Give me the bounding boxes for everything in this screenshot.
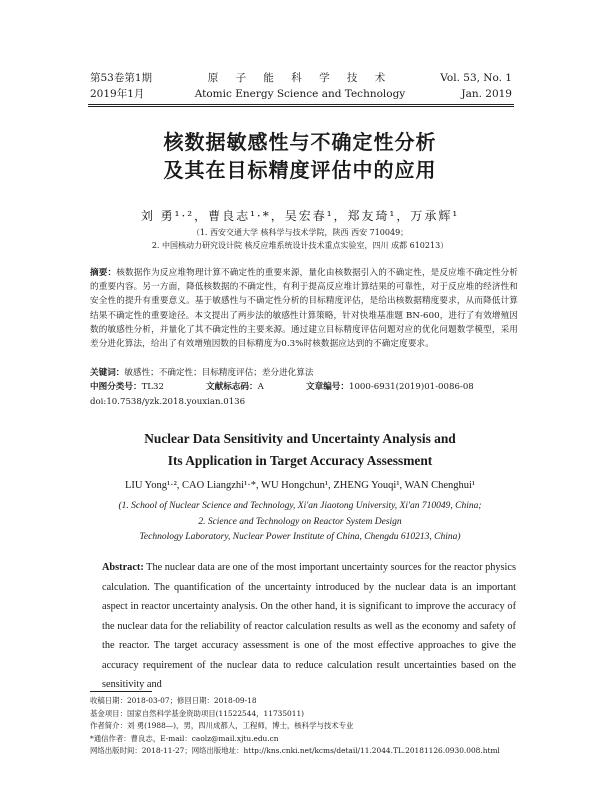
volume-en: Vol. 53, No. 1 (440, 72, 512, 84)
title-cn (0, 128, 600, 184)
journal-name-cn: 原 子 能 科 学 技 术 (207, 72, 393, 84)
abstract-en-label: Abstract: (102, 562, 144, 573)
classification-row (90, 380, 520, 394)
authors-en: LIU Yong¹·², CAO Liangzhi¹·*, WU Hongchun¹, ZHENG Youqi¹, WAN Chenghui¹ (124, 480, 476, 491)
document-code: 文献标志码：A (206, 382, 264, 392)
volume-cn: 第53卷第1期 (90, 72, 153, 84)
affiliation-cn-1: （1. 西安交通大学 核科学与技术学院，陕西 西安 710049； (191, 228, 409, 237)
abstract-cn-text: 核数据作为反应堆物理计算不确定性的重要来源，量化由核数据引入的不确定性，是反应堆不确定性分析的重要内容。另一方面，降低核数据的不确定性，有利于提高反应堆计算结果的可靠性，对于反应堆的经济性和安全性的提升有重要意义。基于敏感性与不确定性分析的目标精度评估，是给出核数据精度要求，从而降低计算结果不确定性的重要途径。本文提出了两步法的敏感性计算策略，针对快堆基准题 BN-600，进行了有效增殖因数的敏感性分析，并量化了其不确定性的主要来源。通过建立目标精度评估问题对应的优化问题数学模型，采用差分进化算法，给出了有效增殖因数的目标精度为0.3%时核数据应达到的不确定度要求。 (90, 268, 518, 350)
affiliation-cn-2: 2. 中国核动力研究设计院 核反应堆系统设计技术重点实验室，四川 成都 610213） (151, 241, 449, 250)
clc-number: 中图分类号：TL32 (90, 382, 164, 392)
abstract-en-text: The nuclear data are one of the most important uncertainty sources for the reactor physics calculation. The quantification of the uncertainty introduced by the nuclear data is an important aspect in reactor uncertainty analysis. On the other hand, it is significant to improve the accuracy of the nuclear data for the reliability of reactor calculation results as well as the economy and safety of the reactor. The target accuracy assessment is one of the most effective approaches to give the accuracy requirement of the nuclear data to reduce calculation result uncertainties based on the sensitivity and (102, 562, 516, 690)
journal-name-en: Atomic Energy Science and Technology (194, 88, 406, 100)
abstract-en (102, 558, 516, 695)
authors-cn: 刘 勇¹·²，曹良志¹·*，吴宏春¹，郑友琦¹，万承辉¹ (140, 209, 460, 223)
footnote-rule (90, 691, 152, 692)
date-cn: 2019年1月 (90, 88, 145, 100)
keywords-text: 敏感性；不确定性；目标精度评估；差分进化算法 (124, 368, 314, 378)
affiliation-en-2: 2. Science and Technology on Reactor System Design (198, 516, 402, 527)
abstract-cn (90, 266, 518, 351)
article-number: 文章编号：1000-6931(2019)01-0086-08 (306, 382, 474, 392)
title-cn-line-2: 及其在目标精度评估中的应用 (163, 158, 437, 182)
affiliation-en-3: Technology Laboratory, Nuclear Power Institute of China, Chengdu 610213, China) (139, 532, 461, 542)
footnotes (90, 695, 520, 758)
affiliations-en (0, 499, 600, 546)
abstract-cn-label: 摘要： (90, 268, 117, 278)
affiliation-en-1: (1. School of Nuclear Science and Technology, Xi'an Jiaotong University, Xi'an 710049, China; (118, 501, 482, 511)
title-en (0, 428, 600, 472)
footnote-online: 网络出版时间：2018-11-27；网络出版地址：http://kns.cnki.net/kcms/detail/11.2044.TL.20181126.0930.008.html (90, 746, 500, 756)
header-rule (88, 104, 514, 105)
keywords-cn (90, 366, 520, 380)
doi: doi:10.7538/yzk.2018.youxian.0136 (90, 397, 246, 407)
title-cn-line-1: 核数据敏感性与不确定性分析 (163, 130, 437, 154)
footnote-author-bio: 作者简介：刘 勇(1988—)，男，四川成都人，工程师，博士，核科学与技术专业 (90, 721, 354, 731)
footnote-corresponding: *通信作者：曹良志，E-mail：caolz@mail.xjtu.edu.cn (90, 733, 279, 743)
title-en-line-2: Its Application in Target Accuracy Assessment (167, 453, 433, 468)
footnote-received: 收稿日期：2018-03-07；修回日期：2018-09-18 (90, 696, 257, 705)
footnote-fund: 基金项目：国家自然科学基金资助项目(11522544，11735011) (90, 708, 305, 718)
header-rule-thin (88, 106, 514, 107)
date-en: Jan. 2019 (461, 88, 512, 100)
keywords-label: 关键词： (90, 368, 125, 378)
title-en-line-1: Nuclear Data Sensitivity and Uncertainty Analysis and (144, 431, 456, 446)
header-right (440, 70, 512, 102)
